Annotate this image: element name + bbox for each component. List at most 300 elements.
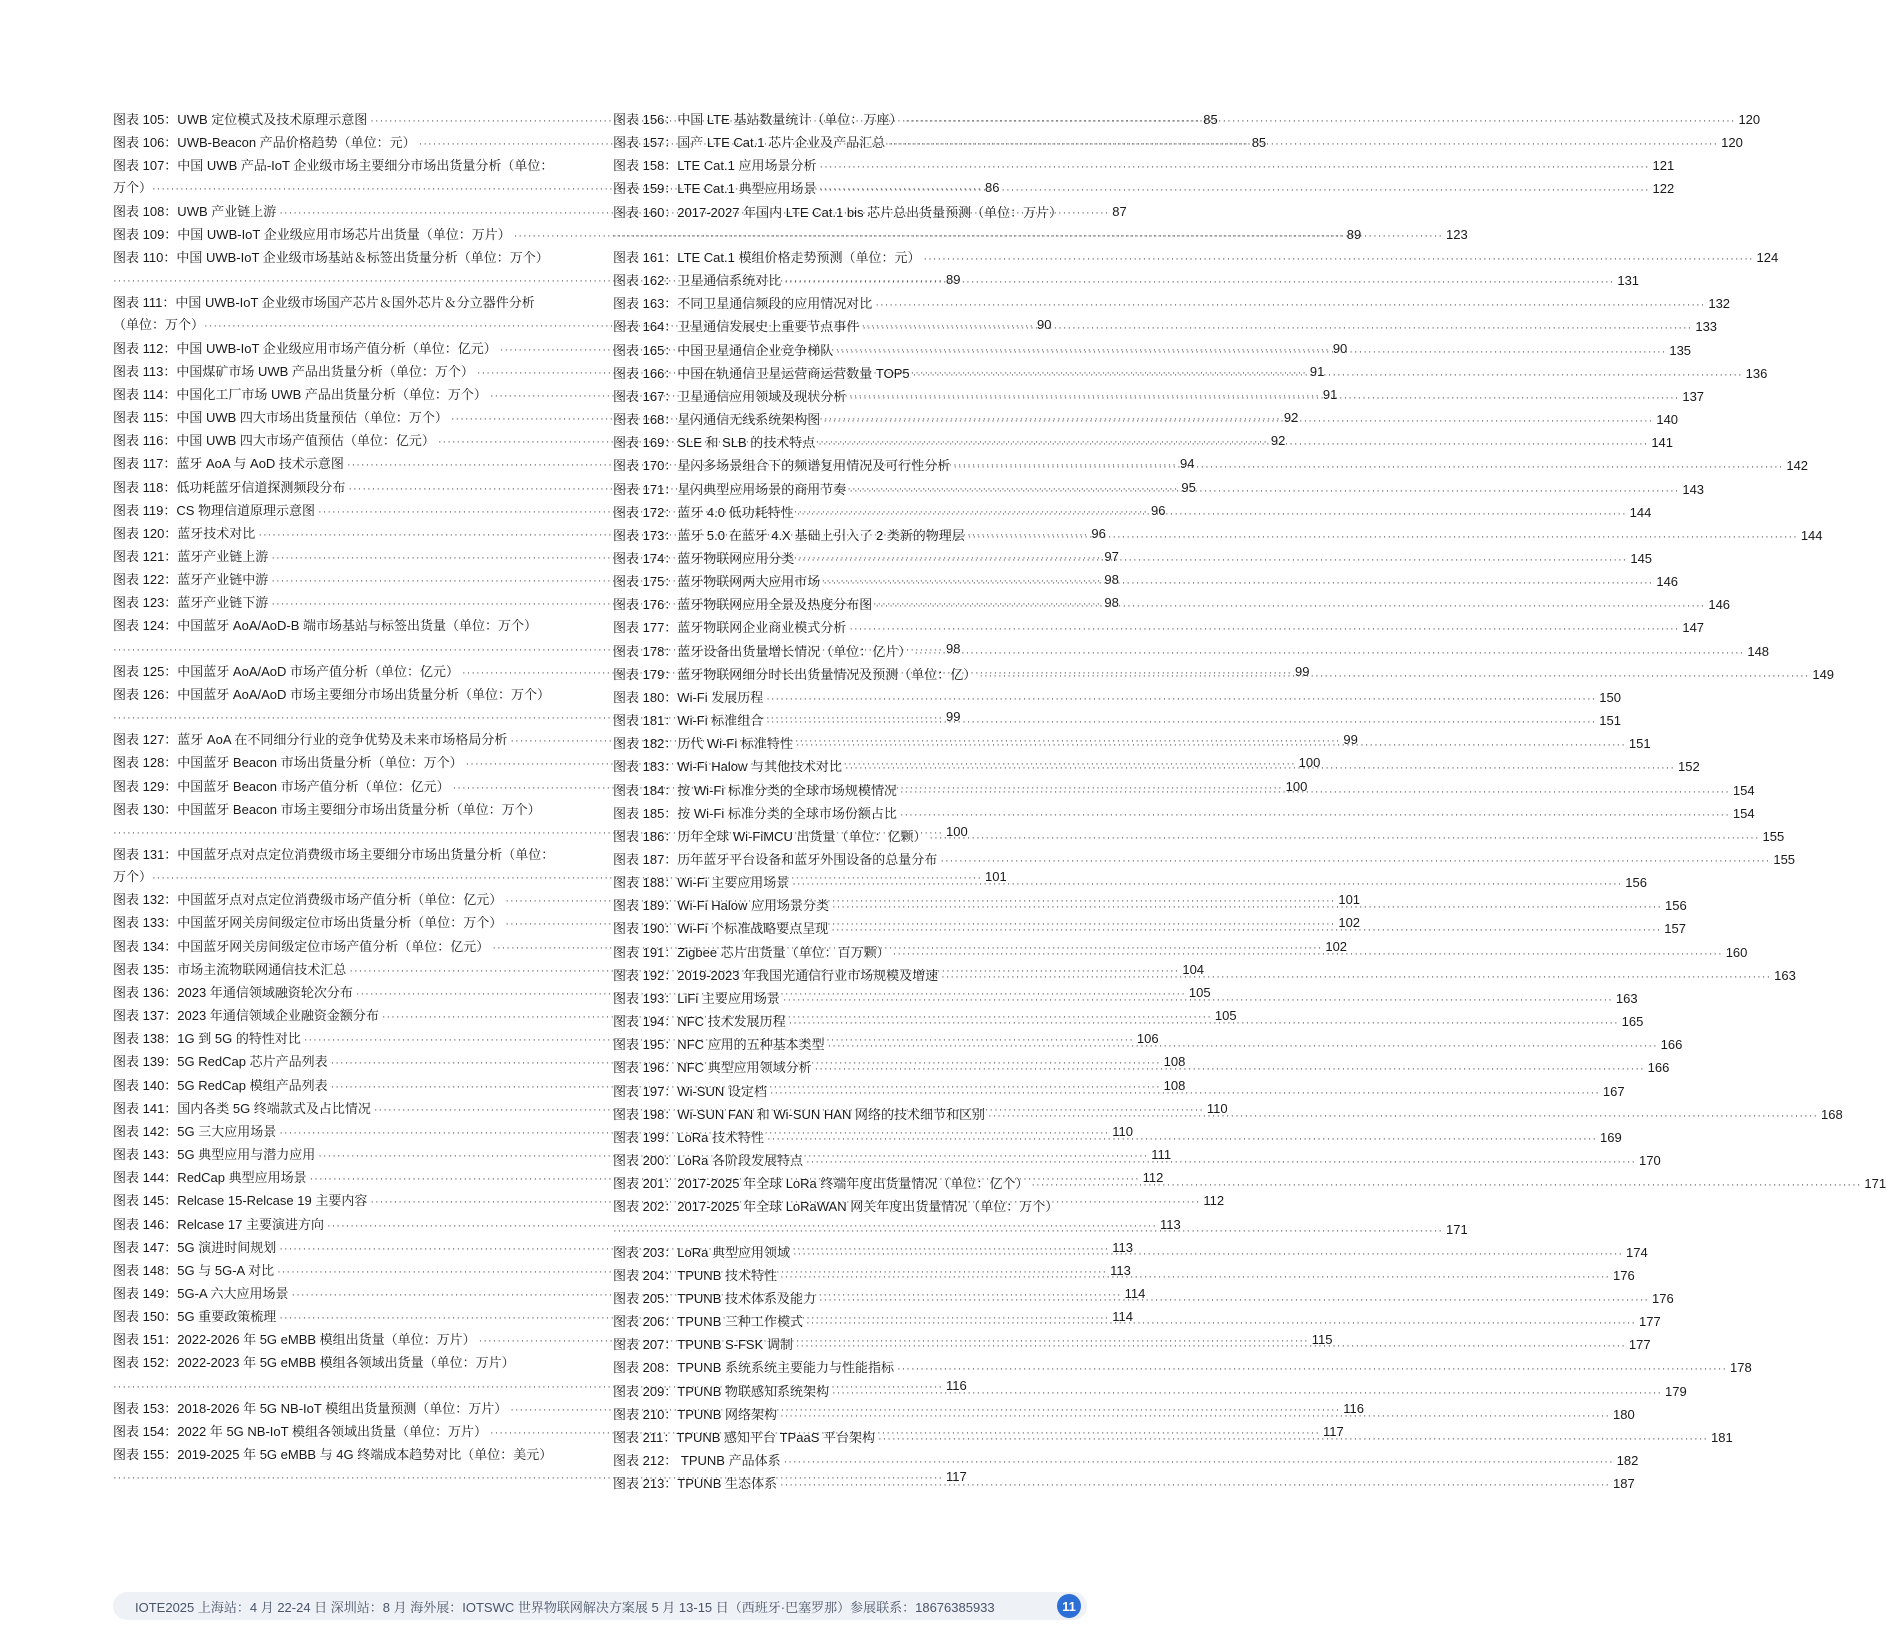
toc-entry-title: 图表 131：中国蓝牙点对点定位消费级市场主要细分市场出货量分析（单位： (113, 847, 555, 862)
toc-entry[interactable] (613, 155, 1675, 178)
toc-page-number: 97 (1104, 548, 1119, 564)
toc-page-number: 110 (1206, 1100, 1228, 1116)
toc-entry-title: 图表 192：2019-2023 年我国光通信行业市场规模及增速 (613, 967, 939, 983)
toc-leader-dots (819, 156, 1649, 178)
toc-entry-title: 图表 145：Relcase 15-Relcase 19 主要内容 (113, 1193, 368, 1209)
toc-page-number: 90 (1037, 317, 1052, 333)
toc-leader-dots (832, 1382, 1662, 1404)
toc-leader-dots (941, 966, 1771, 988)
toc-entry-title: 图表 175：蓝牙物联网两大应用市场 (613, 574, 821, 590)
toc-leader-dots (766, 711, 1596, 733)
toc-page-number: 150 (1599, 689, 1621, 705)
toc-entry-title: 图表 153：2018-2026 年 5G NB-IoT 模组出货量预测（单位：万片） (113, 1400, 508, 1416)
toc-entry-title: 图表 149：5G-A 六大应用场景 (113, 1285, 289, 1301)
toc-page-number: 117 (1322, 1423, 1344, 1439)
toc-entry-title: 图表 160：2017-2027 年国内 LTE Cat.1 bis 芯片总出货量预测（单位：万片） (613, 204, 1063, 220)
toc-page-number: 156 (1665, 898, 1687, 914)
toc-page-number: 169 (1600, 1129, 1622, 1145)
toc-page-number: 112 (1203, 1193, 1225, 1209)
toc-page-number: 123 (1446, 226, 1468, 242)
toc-leader-dots (929, 827, 1759, 849)
toc-entry-title: 图表 134：中国蓝牙网关房间级定位市场产值分析（单位：亿元） (113, 938, 490, 954)
toc-page-number: 104 (1182, 961, 1205, 977)
toc-entry-title: 图表 146：Relcase 17 主要演进方向 (113, 1216, 324, 1232)
toc-leader-dots (797, 549, 1627, 571)
toc-page-number: 122 (1652, 181, 1675, 197)
toc-entry-title: 图表 129：中国蓝牙 Beacon 市场产值分析（单位：亿元） (113, 778, 450, 794)
toc-entry-title: 图表 155：2019-2025 年 5G eMBB 与 4G 终端成本趋势对比（单位：美元） (113, 1447, 553, 1463)
toc-page-number: 148 (1747, 643, 1770, 659)
toc-entry-title: 图表 185：按 Wi-Fi 标准分类的全球市场份额占比 (613, 805, 897, 821)
toc-entry-title: 图表 108：UWB 产业链上游 (113, 203, 277, 219)
toc-leader-dots (968, 526, 1798, 548)
toc-page-number: 137 (1682, 388, 1705, 404)
toc-page-number: 89 (1346, 226, 1362, 242)
toc-leader-dots (796, 1335, 1626, 1357)
toc-leader-dots (783, 989, 1613, 1011)
toc-entry-title: 图表 132：中国蓝牙点对点定位消费级市场产值分析（单位：亿元） (113, 892, 503, 908)
toc-entry-title: 图表 197：Wi-SUN 设定档 (613, 1083, 767, 1099)
toc-entry-title: 图表 105：UWB 定位模式及技术原理示意图 (113, 112, 368, 127)
toc-leader-dots (770, 1082, 1600, 1104)
toc-leader-dots (613, 1220, 1443, 1242)
toc-entry[interactable] (113, 1214, 1181, 1237)
toc-entry-title: 图表 180：Wi-Fi 发展历程 (613, 689, 764, 705)
toc-entry-title: 图表 171：星闪典型应用场景的商用节奏 (613, 481, 847, 497)
toc-entry-title: 图表 186：历年全球 Wi-FiMCU 出货量（单位：亿颗） (613, 828, 927, 844)
toc-entry-title: 图表 165：中国卫星通信企业竞争梯队 (613, 342, 834, 358)
toc-leader-dots (897, 1358, 1727, 1380)
toc-entry[interactable] (613, 641, 1770, 664)
toc-entry-title: 图表 156：中国 LTE 基站数量统计（单位：万座） (613, 112, 903, 127)
toc-page-number: 141 (1651, 435, 1674, 451)
toc-entry-title: 图表 193：LiFi 主要应用场景 (613, 990, 780, 1006)
toc-entry-title: 图表 122：蓝牙产业链中游 (113, 572, 269, 588)
toc-entry-title: 图表 147：5G 演进时间规划 (113, 1239, 277, 1255)
toc-page-number: 96 (1091, 525, 1106, 541)
toc-entry-title: 图表 170：星闪多场景组合下的频谱复用情况及可行性分析 (613, 458, 951, 474)
toc-entry-title: 图表 174：蓝牙物联网应用分类 (613, 550, 795, 566)
toc-leader-dots (979, 665, 1809, 687)
toc-entry-title: 图表 115：中国 UWB 四大市场出货量预估（单位：万个） (113, 410, 448, 426)
toc-page-number: 163 (1615, 990, 1638, 1006)
toc-entry[interactable] (613, 1450, 1639, 1473)
toc-entry-title: 图表 107：中国 UWB 产品-IoT 企业级市场主要细分市场出货量分析（单位： (113, 158, 554, 174)
toc-leader-dots (823, 572, 1653, 594)
toc-leader-dots (875, 595, 1705, 617)
toc-page-number: 98 (1104, 595, 1119, 611)
toc-leader-dots (953, 456, 1783, 478)
toc-entry-title: 图表 118：低功耗蓝牙信道探测频段分布 (113, 479, 346, 495)
toc-page-number: 156 (1625, 875, 1647, 891)
toc-leader-dots (767, 1128, 1597, 1150)
toc-entry-title: 图表 158：LTE Cat.1 应用场景分析 (613, 158, 817, 174)
toc-page-number: 174 (1626, 1244, 1648, 1260)
toc-leader-dots (849, 618, 1679, 640)
toc-leader-dots (780, 1474, 1610, 1496)
toc-entry-title: 图表 109：中国 UWB-IoT 企业级应用市场芯片出货量（单位：万片） (113, 226, 511, 242)
toc-page-number: 180 (1613, 1406, 1635, 1422)
toc-entry[interactable] (613, 687, 1621, 710)
toc-page-number: 178 (1730, 1360, 1752, 1376)
toc-entry-title: 图表 152：2022-2023 年 5G eMBB 模组各领域出货量（单位：万片） (113, 1355, 515, 1371)
toc-entry-title: 图表 128：中国蓝牙 Beacon 市场出货量分析（单位：万个） (113, 755, 463, 771)
toc-page-number: 102 (1338, 915, 1361, 931)
toc-page-number: 98 (946, 640, 961, 656)
toc-leader-dots (823, 410, 1653, 432)
toc-entry-title: 图表 121：蓝牙产业链上游 (113, 548, 269, 564)
toc-page-number: 91 (1309, 363, 1325, 379)
toc-page-number: 111 (1151, 1147, 1172, 1163)
toc-entry-title: 图表 116：中国 UWB 四大市场产值预估（单位：亿元） (113, 433, 435, 449)
toc-entry-title: 图表 213：TPUNB 生态体系 (613, 1476, 777, 1492)
toc-leader-dots (836, 341, 1666, 363)
toc-entry-title-continued: 万个） (113, 180, 153, 196)
toc-entry-title: 图表 117：蓝牙 AoA 与 AoD 技术示意图 (113, 456, 344, 472)
toc-entry-title: 图表 211：TPUNB 感知平台 TPaaS 平台架构 (613, 1429, 875, 1445)
toc-page-number: 110 (1112, 1123, 1134, 1139)
toc-page-number: 168 (1821, 1106, 1843, 1122)
toc-page-number: 144 (1800, 527, 1823, 543)
toc-page-number: 166 (1660, 1037, 1683, 1053)
toc-leader-dots (796, 734, 1626, 756)
toc-entry-title: 图表 130：中国蓝牙 Beacon 市场主要细分市场出货量分析（单位：万个） (113, 801, 541, 817)
toc-leader-dots (845, 757, 1675, 779)
toc-entry-title: 图表 135：市场主流物联网通信技术汇总 (113, 961, 347, 977)
toc-leader-dots (1031, 1174, 1861, 1196)
toc-page-number: 170 (1639, 1153, 1661, 1169)
toc-leader-dots (793, 1243, 1623, 1265)
toc-page-number: 171 (1446, 1221, 1468, 1237)
toc-entry-title: 图表 199：LoRa 技术特性 (613, 1129, 764, 1145)
toc-leader-dots (923, 248, 1753, 270)
toc-page-number: 160 (1725, 944, 1748, 960)
toc-entry-title: 图表 173：蓝牙 5.0 在蓝牙 4.X 基础上引入了 2 类新的物理层 (613, 527, 965, 543)
toc-page-number: 177 (1628, 1337, 1651, 1353)
toc-page-number: 177 (1639, 1314, 1661, 1330)
toc-page-number: 154 (1732, 782, 1755, 798)
toc-entry-title: 图表 206：TPUNB 三种工作模式 (613, 1314, 803, 1330)
toc-entry-title: 图表 127：蓝牙 AoA 在不同细分行业的竞争优势及未来市场格局分析 (113, 732, 508, 748)
footer-bar (113, 1592, 1087, 1620)
toc-entry[interactable] (613, 247, 1779, 270)
toc-entry-title: 图表 106：UWB-Beacon 产品价格趋势（单位：元） (113, 135, 416, 151)
toc-page-number: 100 (946, 823, 968, 839)
toc-leader-dots (875, 294, 1705, 316)
toc-leader-dots (819, 179, 1649, 201)
toc-leader-dots (988, 1105, 1818, 1127)
toc-leader-dots (913, 364, 1743, 386)
toc-leader-dots (832, 896, 1662, 918)
toc-leader-dots (849, 480, 1679, 502)
toc-entry-title: 图表 181：Wi-Fi 标准组合 (613, 713, 764, 729)
toc-leader-dots (815, 1058, 1645, 1080)
toc-entry-title: 图表 113：中国煤矿市场 UWB 产品出货量分析（单位：万个） (113, 363, 474, 379)
toc-page-number: 167 (1602, 1083, 1625, 1099)
toc-entry-title: 图表 191：Zigbee 芯片出货量（单位：百万颗） (613, 944, 890, 960)
toc-entry[interactable] (613, 872, 1647, 895)
toc-entry-title: 图表 168：星闪通信无线系统架构图 (613, 412, 821, 428)
toc-leader-dots (806, 1151, 1636, 1173)
toc-leader-dots (766, 688, 1596, 710)
toc-leader-dots (849, 387, 1679, 409)
toc-page-number: 91 (1322, 386, 1338, 402)
toc-entry-title: 图表 141：国内各类 5G 终端款式及占比情况 (113, 1100, 371, 1116)
toc-entry[interactable] (113, 224, 1362, 247)
toc-leader-dots (888, 133, 1718, 155)
toc-leader-dots (818, 433, 1648, 455)
toc-page-number: 95 (1181, 479, 1196, 495)
toc-entry-title: 图表 210：TPUNB 网络架构 (613, 1406, 777, 1422)
toc-page-number: 144 (1629, 504, 1652, 520)
toc-leader-dots (878, 1428, 1708, 1450)
toc-entry-title: 图表 144：RedCap 典型应用场景 (113, 1170, 307, 1186)
toc-page-number: 101 (985, 869, 1007, 885)
toc-page-number: 98 (1104, 572, 1119, 588)
toc-entry-title: 图表 207：TPUNB S-FSK 调制 (613, 1337, 793, 1353)
toc-page-number: 113 (1110, 1262, 1131, 1278)
toc-page-number: 87 (1112, 203, 1127, 219)
toc-entry-title: 图表 140：5G RedCap 模组产品列表 (113, 1077, 328, 1093)
toc-entry-title: 图表 201：2017-2025 年全球 LoRa 终端年度出货量情况（单位：亿个） (613, 1176, 1029, 1192)
toc-page-number: 132 (1708, 296, 1731, 312)
toc-entry-title: 图表 120：蓝牙技术对比 (113, 525, 256, 541)
toc-entry-title: 图表 143：5G 典型应用与潜力应用 (113, 1147, 316, 1163)
toc-entry-title: 图表 150：5G 重要政策梳理 (113, 1309, 277, 1325)
toc-page-number: 108 (1163, 1054, 1186, 1070)
toc-page-number: 149 (1812, 666, 1835, 682)
toc-page-number: 99 (1295, 663, 1310, 679)
toc-page-number: 106 (1136, 1031, 1159, 1047)
toc-page-number: 155 (1773, 852, 1796, 867)
toc-page-number: 124 (1756, 249, 1779, 265)
toc-page-number: 151 (1599, 713, 1621, 729)
toc-page-number: 133 (1695, 319, 1718, 335)
toc-page-number: 140 (1656, 412, 1679, 428)
toc-page-number: 146 (1656, 574, 1679, 590)
toc-page-number: 147 (1682, 620, 1705, 636)
toc-entry-title-continued: （单位：万个） (113, 317, 205, 333)
toc-entry-title: 图表 198：Wi-SUN FAN 和 Wi-SUN HAN 网络的技术细节和区别 (613, 1106, 985, 1122)
toc-page-number: 100 (1285, 778, 1308, 794)
toc-entry-title: 图表 187：历年蓝牙平台设备和蓝牙外围设备的总量分布 (613, 852, 938, 867)
toc-entry-title: 图表 184：按 Wi-Fi 标准分类的全球市场规模情况 (613, 782, 897, 798)
page-number-badge: 11 (1057, 1594, 1081, 1618)
toc-entry-title: 图表 176：蓝牙物联网应用全景及热度分布图 (613, 597, 873, 613)
toc-entry-title: 图表 136：2023 年通信领域融资轮次分布 (113, 984, 353, 1000)
toc-page-number: 157 (1664, 921, 1686, 937)
toc-entry-title: 图表 157：国产 LTE Cat.1 芯片企业及产品汇总 (613, 135, 886, 151)
toc-entry-title: 图表 178：蓝牙设备出货量增长情况（单位：亿片） (613, 643, 912, 659)
toc-page-number: 151 (1628, 736, 1651, 752)
toc-page-number: 85 (1251, 135, 1267, 151)
toc-page-number: 155 (1762, 828, 1785, 844)
toc-page-number: 96 (1151, 502, 1166, 518)
toc-page-number: 136 (1745, 365, 1768, 381)
toc-entry[interactable] (613, 826, 1785, 849)
toc-page-number: 120 (1721, 135, 1743, 151)
toc-page-number: 89 (946, 272, 961, 288)
toc-page-number: 94 (1179, 456, 1195, 472)
toc-entry-title: 图表 166：中国在轨通信卫星运营商运营数量 TOP5 (613, 365, 910, 381)
toc-leader-dots (792, 873, 1622, 895)
toc-page-number: 143 (1682, 481, 1705, 497)
toc-entry-title: 图表 183：Wi-Fi Halow 与其他技术对比 (613, 759, 842, 775)
toc-page-number: 145 (1630, 550, 1653, 566)
toc-entry[interactable] (613, 803, 1755, 826)
toc-page-number: 108 (1163, 1077, 1186, 1093)
toc-entry-title: 图表 203：LoRa 典型应用领域 (613, 1244, 790, 1260)
toc-page-number: 114 (1112, 1309, 1134, 1325)
toc-page-number: 116 (946, 1377, 967, 1393)
toc-entry-title: 图表 148：5G 与 5G-A 对比 (113, 1262, 275, 1278)
toc-page-number: 135 (1669, 342, 1692, 358)
toc-entry-title: 图表 133：中国蓝牙网关房间级定位市场出货量分析（单位：万个） (113, 915, 503, 931)
toc-entry-title: 图表 111：中国 UWB-IoT 企业级市场国产芯片＆国外芯片＆分立器件分析 (113, 295, 535, 311)
toc-entry-title: 图表 161：LTE Cat.1 模组价格走势预测（单位：元） (613, 249, 921, 265)
toc-entry-title: 图表 212： TPUNB 产品体系 (613, 1453, 781, 1469)
toc-leader-dots (819, 1289, 1649, 1311)
toc-page-number: 112 (1142, 1170, 1164, 1186)
toc-entry-title: 图表 179：蓝牙物联网细分时长出货量情况及预测（单位：亿） (613, 666, 977, 682)
toc-entry[interactable] (613, 1473, 1635, 1496)
toc-entry[interactable] (613, 1357, 1752, 1380)
toc-page-number: 154 (1732, 805, 1755, 821)
toc-page-number: 90 (1332, 340, 1348, 356)
toc-entry-title: 图表 139：5G RedCap 芯片产品列表 (113, 1054, 328, 1070)
toc-leader-dots (900, 804, 1730, 826)
toc-entry-title: 图表 196：NFC 典型应用领域分析 (613, 1060, 812, 1076)
toc-page-number: 166 (1647, 1060, 1670, 1076)
toc-page-number: 176 (1652, 1290, 1674, 1306)
toc-leader-dots (905, 110, 1735, 132)
toc-page-number: 115 (1311, 1332, 1333, 1348)
toc-leader-dots (613, 225, 1443, 247)
footer-text: IOTE2025 上海站：4 月 22-24 日 深圳站：8 月 海外展：IOTSWC 世界物联网解决方案展 5 月 13-15 日（西班牙·巴塞罗那）参展联系：18676385933 (135, 1599, 995, 1615)
toc-leader-dots (914, 642, 1744, 664)
toc-entry-title: 图表 112：中国 UWB-IoT 企业级应用市场产值分析（单位：亿元） (113, 340, 497, 356)
toc-entry[interactable] (613, 617, 1705, 640)
toc-entry-title-continued: 万个） (113, 869, 153, 885)
toc-leader-dots (784, 271, 1614, 293)
toc-entry-title: 图表 202：2017-2025 年全球 LoRaWAN 网关年度出货量情况（单位：万个） (613, 1199, 1059, 1215)
toc-leader-dots (797, 503, 1627, 525)
toc-entry-title: 图表 154：2022 年 5G NB-IoT 模组各领域出货量（单位：万片） (113, 1423, 487, 1439)
toc-page-number: 100 (1298, 755, 1321, 771)
toc-page-number: 142 (1786, 458, 1809, 474)
toc-entry-title: 图表 195：NFC 应用的五种基本类型 (613, 1037, 825, 1053)
toc-page-number: 92 (1283, 410, 1299, 426)
toc-page-number: 179 (1665, 1383, 1687, 1399)
toc-page-number: 99 (946, 709, 961, 725)
toc-entry-title: 图表 138：1G 到 5G 的特性对比 (113, 1031, 301, 1047)
toc-entry-title: 图表 205：TPUNB 技术体系及能力 (613, 1290, 816, 1306)
toc-entry-title: 图表 188：Wi-Fi 主要应用场景 (613, 875, 790, 891)
toc-page-number: 105 (1214, 1008, 1237, 1024)
toc-page-number: 86 (985, 180, 1000, 196)
toc-page-number: 92 (1270, 433, 1286, 449)
toc-entry-title: 图表 172：蓝牙 4.0 低功耗特性 (613, 504, 794, 520)
toc-entry[interactable] (613, 849, 1796, 872)
toc-entry-title: 图表 125：中国蓝牙 AoA/AoD 市场产值分析（单位：亿元） (113, 663, 459, 679)
toc-entry-title: 图表 167：卫星通信应用领域及现状分析 (613, 388, 847, 404)
toc-entry-title: 图表 137：2023 年通信领域企业融资金额分布 (113, 1008, 379, 1024)
toc-leader-dots (893, 943, 1723, 965)
toc-page-number: 113 (1112, 1239, 1134, 1255)
toc-entry-title: 图表 163：不同卫星通信频段的应用情况对比 (613, 296, 873, 312)
toc-page-number: 165 (1621, 1014, 1644, 1030)
toc-leader-dots (828, 1035, 1658, 1057)
toc-leader-dots (806, 1312, 1636, 1334)
toc-entry-title: 图表 119：CS 物理信道原理示意图 (113, 502, 316, 518)
toc-leader-dots (780, 1266, 1610, 1288)
toc-entry[interactable] (613, 178, 1675, 201)
toc-page-number: 105 (1188, 984, 1211, 1000)
toc-entry-title: 图表 177：蓝牙物联网企业商业模式分析 (613, 620, 847, 636)
toc-page-number: 85 (1203, 112, 1218, 127)
toc-page-number: 99 (1343, 732, 1358, 748)
toc-leader-dots (862, 317, 1692, 339)
toc-page-number: 121 (1652, 158, 1675, 174)
toc-entry[interactable] (613, 270, 1640, 293)
toc-leader-dots (831, 919, 1661, 941)
toc-entry-title: 图表 194：NFC 技术发展历程 (613, 1014, 786, 1030)
toc-page-number: 146 (1708, 597, 1731, 613)
toc-entry-title: 图表 123：蓝牙产业链下游 (113, 595, 269, 611)
toc-leader-dots (789, 1012, 1619, 1034)
toc-entry-title: 图表 159：LTE Cat.1 典型应用场景 (613, 181, 817, 197)
toc-entry-title: 图表 124：中国蓝牙 AoA/AoD-B 端市场基站与标签出货量（单位：万个） (113, 618, 537, 634)
toc-page-number: 102 (1325, 938, 1348, 954)
toc-page-number: 114 (1124, 1285, 1146, 1301)
toc-entry[interactable] (613, 1381, 1687, 1404)
toc-leader-dots (900, 781, 1730, 803)
toc-entry[interactable] (613, 293, 1731, 316)
toc-page-number: 163 (1774, 967, 1796, 983)
toc-entry-title: 图表 189：Wi-Fi Halow 应用场景分类 (613, 898, 829, 914)
toc-entry-title: 图表 126：中国蓝牙 AoA/AoD 市场主要细分市场出货量分析（单位：万个） (113, 686, 550, 702)
toc-entry-title: 图表 209：TPUNB 物联感知系统架构 (613, 1383, 829, 1399)
toc-entry[interactable] (613, 316, 1718, 339)
toc-page-number: 117 (946, 1469, 967, 1485)
toc-entry-title: 图表 208：TPUNB 系统系统主要能力与性能指标 (613, 1360, 894, 1376)
toc-page-number: 113 (1159, 1216, 1181, 1232)
toc-leader-dots (940, 850, 1770, 872)
toc-entry-title: 图表 200：LoRa 各阶段发展特点 (613, 1153, 803, 1169)
toc-entry-title: 图表 110：中国 UWB-IoT 企业级市场基站＆标签出货量分析（单位：万个） (113, 249, 549, 265)
toc-page-number: 120 (1738, 112, 1761, 127)
toc-page-number: 131 (1617, 273, 1640, 289)
toc-entry-title: 图表 162：卫星通信系统对比 (613, 273, 782, 289)
toc-page-number: 181 (1711, 1429, 1733, 1445)
toc-entry-title: 图表 142：5G 三大应用场景 (113, 1123, 277, 1139)
toc-page-number: 101 (1338, 892, 1361, 908)
toc-page-number: 171 (1864, 1176, 1886, 1192)
toc-entry-title: 图表 182：历代 Wi-Fi 标准特性 (613, 736, 793, 752)
toc-page-number: 187 (1613, 1476, 1635, 1492)
toc-entry[interactable] (613, 710, 1621, 733)
toc-leader-dots (784, 1451, 1614, 1473)
toc-entry-title: 图表 164：卫星通信发展史上重要节点事件 (613, 319, 860, 335)
toc-page-number: 152 (1678, 759, 1700, 775)
toc-entry-title: 图表 114：中国化工厂市场 UWB 产品出货量分析（单位：万个） (113, 386, 487, 402)
toc-entry-title: 图表 204：TPUNB 技术特性 (613, 1267, 777, 1283)
toc-entry-title: 图表 190：Wi-Fi 个标准战略要点呈现 (613, 921, 829, 937)
toc-page-number: 116 (1343, 1400, 1364, 1416)
toc-entry-title: 图表 169：SLE 和 SLB 的技术特点 (613, 435, 816, 451)
toc-leader-dots (780, 1405, 1610, 1427)
toc-entry-title: 图表 151：2022-2026 年 5G eMBB 模组出货量（单位：万片） (113, 1332, 476, 1348)
